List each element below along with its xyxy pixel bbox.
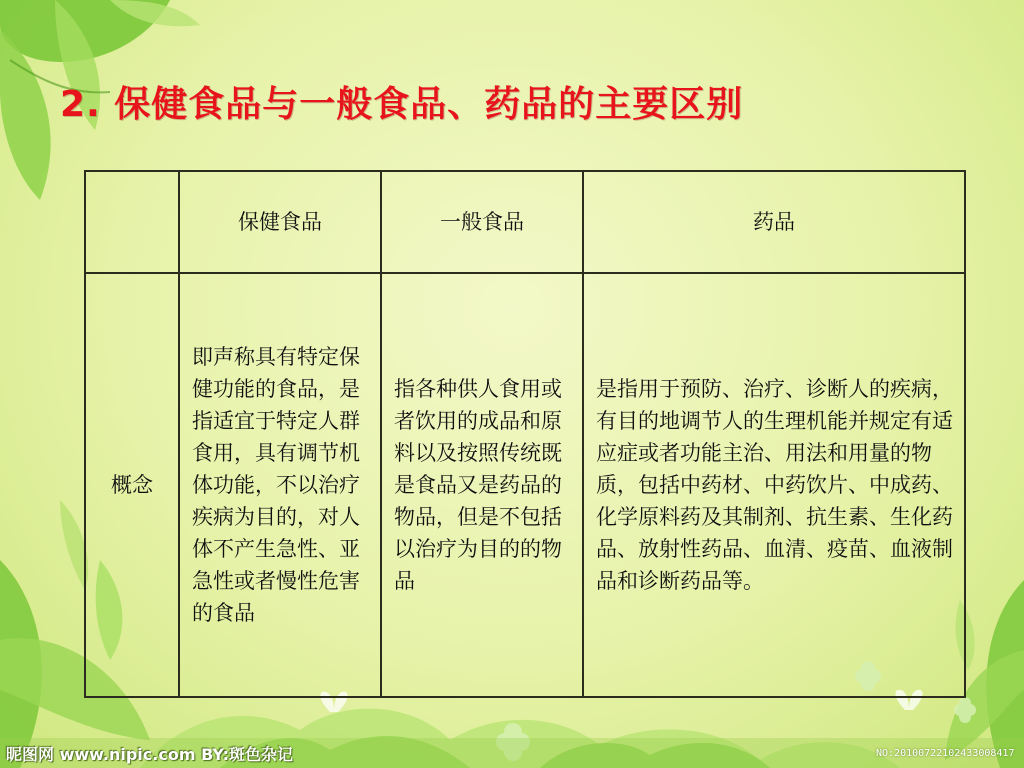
watermark-right: NO:20100722102433008417: [876, 748, 1015, 759]
header-cell-empty: [85, 171, 179, 273]
row-label-concept: 概念: [85, 273, 179, 697]
cell-text: 是指用于预防、治疗、诊断人的疾病，有目的地调节人的生理机能并规定有适应症或者功能主治、用法和用量的物质，包括中药材、中药饮片、中成药、化学原料药及其制剂、抗生素、生化药品、放射性药品、血清、疫苗、血液制品和诊断药品等。: [596, 377, 953, 593]
header-cell-drug: 药品: [583, 171, 965, 273]
watermark-left: 昵图网 www.nipic.com BY:斑色杂记: [6, 745, 293, 764]
header-cell-health-food: 保健食品: [179, 171, 381, 273]
cell-text: 指各种供人食用或者饮用的成品和原料以及按照传统既是食品又是药品的物品，但是不包括以治疗为目的的物品: [394, 377, 562, 593]
table-header-row: [85, 171, 965, 273]
cell-health-food-concept: [179, 273, 381, 697]
cell-general-food-concept: [381, 273, 583, 697]
slide-title: 2. 保健食品与一般食品、药品的主要区别: [60, 84, 744, 125]
cell-drug-concept: [583, 273, 965, 697]
cell-text: 即声称具有特定保健功能的食品，是指适宜于特定人群食用，具有调节机体功能，不以治疗疾病为目的，对人体不产生急性、亚急性或者慢性危害的食品: [192, 345, 360, 625]
header-cell-general-food: 一般食品: [381, 171, 583, 273]
table-row: [85, 273, 965, 697]
comparison-table: [84, 170, 966, 698]
